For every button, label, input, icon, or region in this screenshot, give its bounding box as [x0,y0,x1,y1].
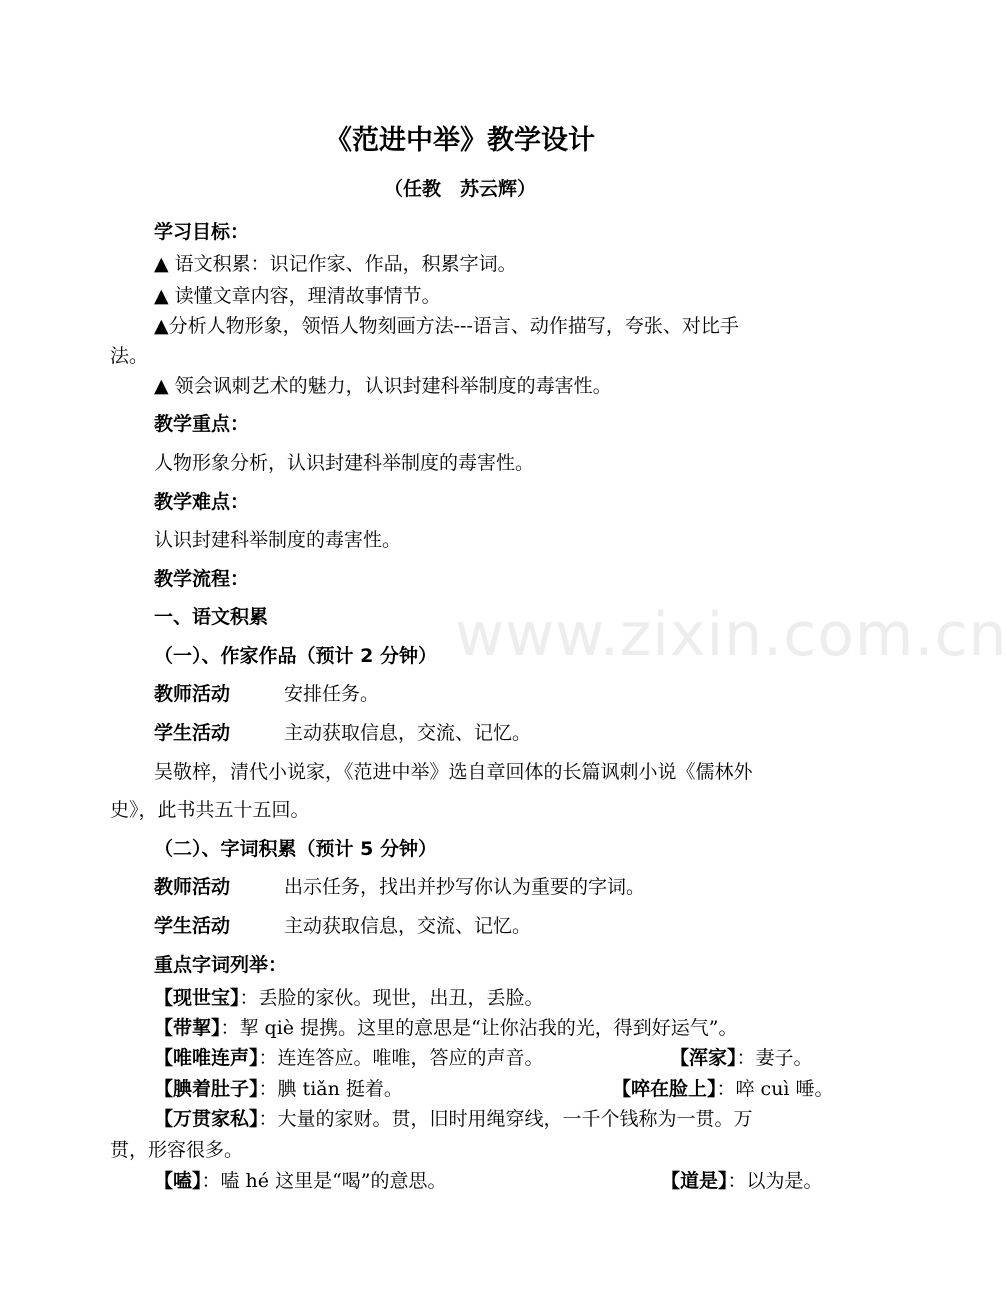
vocab-definition: ：腆 tiǎn 挺着。 [258,1078,403,1100]
sub2-student-text: 主动获取信息，交流、记忆。 [284,915,532,937]
vocab-term: 【现世宝】 [154,987,240,1009]
vocab-definition: ：以为是。 [727,1170,823,1192]
vocab-heading: 重点字词列举： [154,954,288,976]
vocab-definition: ：连连答应。唯唯，答应的声音。 [258,1047,544,1069]
vocab-item-continued: 贯，形容很多。 [110,1139,244,1161]
vocab-term: 【唯唯连声】 [154,1047,259,1069]
vocab-definition: ：啐 cuì 唾。 [716,1078,834,1100]
vocab-item [612,1076,834,1102]
vocab-definition: ：丢脸的家伙。现世，出丑，丢脸。 [239,987,544,1009]
author-subtitle: （任教 苏云辉） [383,178,536,200]
key-points-text: 人物形象分析，认识封建科举制度的毒害性。 [154,452,535,474]
vocab-term: 【万贯家私】 [154,1108,259,1130]
flow-heading: 教学流程： [154,568,250,590]
subsection-1-heading: （一）、作家作品（预计 2 分钟） [154,645,437,667]
goal-item-3-continued: 法。 [110,345,149,367]
vocab-item [154,1015,738,1041]
vocab-term: 【带挈】 [154,1017,221,1039]
sub1-student-text: 主动获取信息，交流、记忆。 [284,722,532,744]
difficult-points-text: 认识封建科举制度的毒害性。 [154,529,402,551]
goal-item-2: ▲ 读懂文章内容，理清故事情节。 [154,285,441,307]
vocab-definition: ：嗑 hé 这里是“喝”的意思。 [201,1170,447,1192]
goals-heading: 学习目标： [154,221,250,243]
vocab-term: 【腆着肚子】 [154,1078,259,1100]
vocab-term: 【啐在脸上】 [612,1078,717,1100]
difficult-points-heading: 教学难点： [154,491,250,513]
sub1-student-activity [154,720,531,746]
vocab-item [154,1106,753,1132]
vocab-item [154,1168,447,1194]
sub1-teacher-activity [154,681,379,707]
sub1-teacher-text: 安排任务。 [284,683,380,705]
vocab-item [154,1045,544,1071]
page-title: 《范进中举》教学设计 [325,125,595,156]
author-paragraph: 吴敬梓，清代小说家，《范进中举》选自章回体的长篇讽刺小说《儒林外 [154,761,753,783]
watermark: www.zixin.com.cn [455,600,1007,670]
goal-item-3: ▲分析人物形象，领悟人物刻画方法---语言、动作描写，夸张、对比手 [154,315,739,337]
sub2-teacher-text: 出示任务，找出并抄写你认为重要的字词。 [284,876,646,898]
student-activity-label: 学生活动 [154,722,231,744]
author-paragraph-continued: 史》，此书共五十五回。 [110,799,310,821]
vocab-item [670,1045,813,1071]
section-1-heading: 一、语文积累 [154,606,269,628]
key-points-heading: 教学重点： [154,413,250,435]
vocab-definition: ：妻子。 [736,1047,813,1069]
vocab-item [154,985,544,1011]
sub2-teacher-activity [154,874,645,900]
student-activity-label: 学生活动 [154,915,231,937]
vocab-term: 【浑家】 [670,1047,737,1069]
sub2-student-activity [154,913,531,939]
subsection-2-heading: （二）、字词积累（预计 5 分钟） [154,838,437,860]
goal-item-1: ▲ 语文积累：识记作家、作品，积累字词。 [154,253,517,275]
goal-item-4: ▲ 领会讽刺艺术的魅力，认识封建科举制度的毒害性。 [154,375,612,397]
teacher-activity-label: 教师活动 [154,683,231,705]
teacher-activity-label: 教师活动 [154,876,231,898]
vocab-term: 【道是】 [661,1170,728,1192]
vocab-term: 【嗑】 [154,1170,202,1192]
vocab-item [154,1076,403,1102]
vocab-item [661,1168,823,1194]
vocab-definition: ：挈 qiè 提携。这里的意思是“让你沾我的光，得到好运气”。 [220,1017,738,1039]
vocab-definition: ：大量的家财。贯，旧时用绳穿线，一千个钱称为一贯。万 [258,1108,753,1130]
